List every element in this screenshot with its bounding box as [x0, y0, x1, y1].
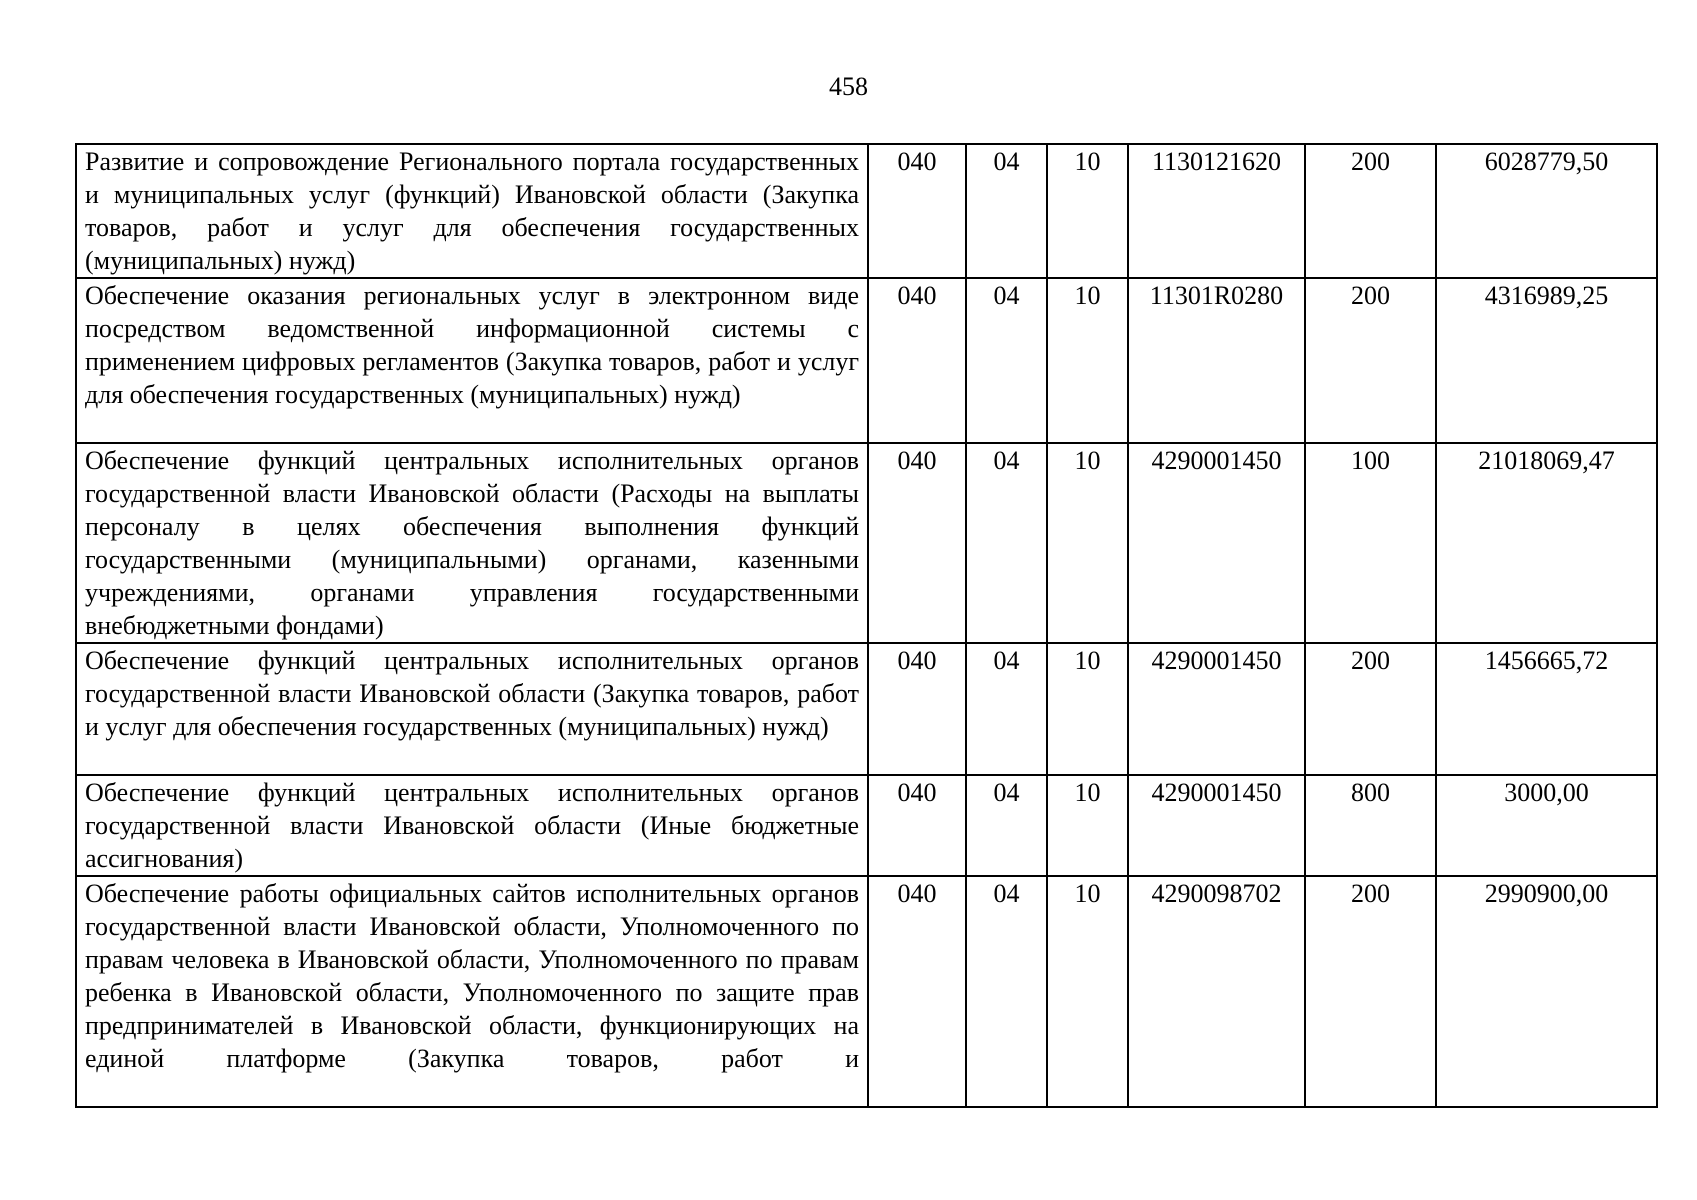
target-article-cell: 4290098702	[1128, 876, 1305, 1107]
ministry-code-cell: 040	[868, 144, 966, 278]
expense-type-cell: 200	[1305, 278, 1436, 443]
amount-cell: 2990900,00	[1436, 876, 1657, 1107]
row-name-cell: Обеспечение работы официальных сайтов исполнительных органов государственной власти Ивановской области, Уполномоченного по правам человека в Ивановской области, Уполномоченного по правам ребенка в Ивановской области, Уполномоченного по защите прав предпринимателей в Ивановской области, функционирующих на единой платформе (Закупка товаров, работ и	[76, 876, 868, 1107]
expense-type-cell: 800	[1305, 775, 1436, 876]
table-row	[76, 443, 1657, 643]
section-code-cell: 04	[966, 643, 1047, 775]
ministry-code-cell: 040	[868, 876, 966, 1107]
row-name-cell: Обеспечение функций центральных исполнительных органов государственной власти Ивановской области (Иные бюджетные ассигнования)	[76, 775, 868, 876]
ministry-code-cell: 040	[868, 443, 966, 643]
row-name-cell: Обеспечение оказания региональных услуг в электронном виде посредством ведомственной информационной системы с применением цифровых регламентов (Закупка товаров, работ и услуг для обеспечения государственных (муниципальных) нужд)	[76, 278, 868, 443]
subsection-code-cell: 10	[1047, 443, 1128, 643]
expense-type-cell: 200	[1305, 144, 1436, 278]
table-row	[76, 278, 1657, 443]
section-code-cell: 04	[966, 278, 1047, 443]
target-article-cell: 4290001450	[1128, 643, 1305, 775]
row-name-cell: Обеспечение функций центральных исполнительных органов государственной власти Ивановской области (Расходы на выплаты персоналу в целях обеспечения выполнения функций государственными (муниципальными) органами, казенными учреждениями, органами управления государственными внебюджетными фондами)	[76, 443, 868, 643]
amount-cell: 3000,00	[1436, 775, 1657, 876]
table-row	[76, 775, 1657, 876]
target-article-cell: 4290001450	[1128, 443, 1305, 643]
subsection-code-cell: 10	[1047, 144, 1128, 278]
subsection-code-cell: 10	[1047, 278, 1128, 443]
table-row	[76, 144, 1657, 278]
ministry-code-cell: 040	[868, 643, 966, 775]
table-row	[76, 876, 1657, 1107]
budget-table	[75, 143, 1658, 1108]
section-code-cell: 04	[966, 443, 1047, 643]
target-article-cell: 4290001450	[1128, 775, 1305, 876]
ministry-code-cell: 040	[868, 775, 966, 876]
row-name-cell: Обеспечение функций центральных исполнительных органов государственной власти Ивановской области (Закупка товаров, работ и услуг для обеспечения государственных (муниципальных) нужд)	[76, 643, 868, 775]
subsection-code-cell: 10	[1047, 775, 1128, 876]
expense-type-cell: 200	[1305, 876, 1436, 1107]
section-code-cell: 04	[966, 775, 1047, 876]
target-article-cell: 11301R0280	[1128, 278, 1305, 443]
table-row	[76, 643, 1657, 775]
amount-cell: 4316989,25	[1436, 278, 1657, 443]
expense-type-cell: 200	[1305, 643, 1436, 775]
section-code-cell: 04	[966, 144, 1047, 278]
section-code-cell: 04	[966, 876, 1047, 1107]
amount-cell: 1456665,72	[1436, 643, 1657, 775]
subsection-code-cell: 10	[1047, 643, 1128, 775]
ministry-code-cell: 040	[868, 278, 966, 443]
amount-cell: 21018069,47	[1436, 443, 1657, 643]
target-article-cell: 1130121620	[1128, 144, 1305, 278]
expense-type-cell: 100	[1305, 443, 1436, 643]
page-number: 458	[829, 72, 868, 101]
subsection-code-cell: 10	[1047, 876, 1128, 1107]
row-name-cell: Развитие и сопровождение Регионального портала государственных и муниципальных услуг (функций) Ивановской области (Закупка товаров, работ и услуг для обеспечения государственных (муниципальных) нужд)	[76, 144, 868, 278]
amount-cell: 6028779,50	[1436, 144, 1657, 278]
